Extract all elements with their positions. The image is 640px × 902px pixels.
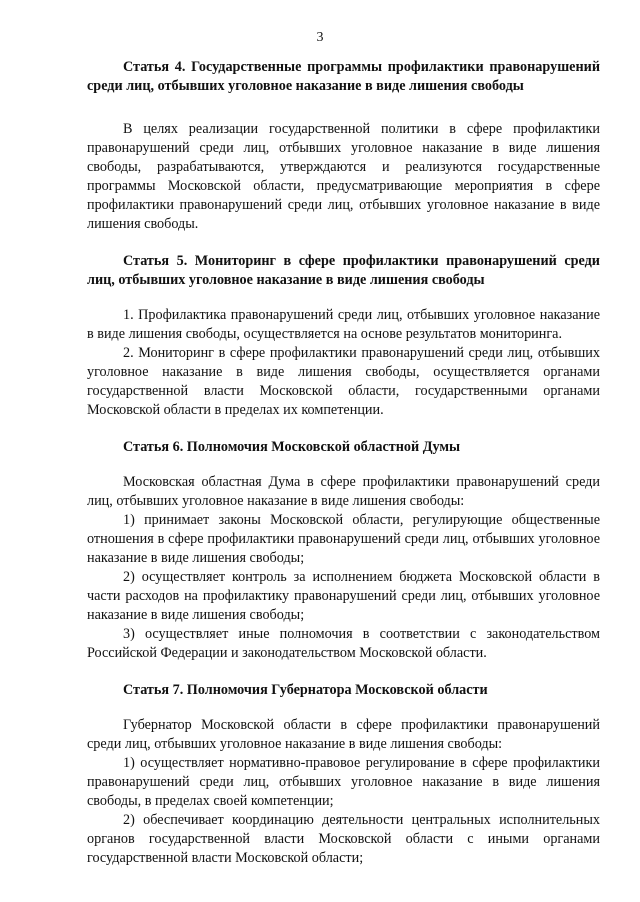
article-6	[87, 438, 600, 663]
article-7	[87, 681, 600, 868]
article-4-heading: Статья 4. Государственные программы профилактики правонарушений среди лиц, отбывших уголовное наказание в виде лишения свободы	[87, 59, 600, 94]
article-4	[87, 58, 600, 234]
article-7-paragraph-1: Губернатор Московской области в сфере профилактики правонарушений среди лиц, отбывших уголовное наказание в виде лишения свободы:	[87, 717, 600, 752]
article-6-item-3: 3) осуществляет иные полномочия в соответствии с законодательством Российской Федерации и законодательством Московской области.	[87, 626, 600, 661]
article-5	[87, 252, 600, 420]
article-6-paragraph-1: Московская областная Дума в сфере профилактики правонарушений среди лиц, отбывших уголовное наказание в виде лишения свободы:	[87, 474, 600, 509]
article-5-paragraph-2: 2. Мониторинг в сфере профилактики правонарушений среди лиц, отбывших уголовное наказание в виде лишения свободы, осуществляется органами государственной власти Московской области, государственными органами Московской области в пределах их компетенции.	[87, 345, 600, 418]
page-number: 3	[316, 30, 324, 45]
article-5-heading: Статья 5. Мониторинг в сфере профилактики правонарушений среди лиц, отбывших уголовное наказание в виде лишения свободы	[87, 253, 600, 288]
document-body	[87, 58, 600, 868]
article-7-heading: Статья 7. Полномочия Губернатора Московской области	[123, 682, 488, 698]
article-7-item-1: 1) осуществляет нормативно-правовое регулирование в сфере профилактики правонарушений среди лиц, отбывших уголовное наказание в виде лишения свободы, в пределах своей компетенции;	[87, 755, 600, 809]
article-6-item-1: 1) принимает законы Московской области, регулирующие общественные отношения в сфере профилактики правонарушений среди лиц, отбывших уголовное наказание в виде лишения свободы;	[87, 512, 600, 566]
article-6-heading: Статья 6. Полномочия Московской областной Думы	[123, 439, 461, 455]
article-5-paragraph-1: 1. Профилактика правонарушений среди лиц, отбывших уголовное наказание в виде лишения свободы, осуществляется на основе результатов мониторинга.	[87, 307, 600, 342]
article-4-paragraph-1: В целях реализации государственной политики в сфере профилактики правонарушений среди лиц, отбывших уголовное наказание в виде лишения свободы, разрабатываются, утверждаются и реализуются государственные программы Московской области, предусматривающие мероприятия в сфере профилактики правонарушений среди лиц, отбывших уголовное наказание в виде лишения свободы.	[87, 121, 600, 232]
article-7-item-2: 2) обеспечивает координацию деятельности центральных исполнительных органов государственной власти Московской области с иными органами государственной власти Московской области;	[87, 812, 600, 866]
article-6-item-2: 2) осуществляет контроль за исполнением бюджета Московской области в части расходов на профилактику правонарушений среди лиц, отбывших уголовное наказание в виде лишения свободы;	[87, 569, 600, 623]
